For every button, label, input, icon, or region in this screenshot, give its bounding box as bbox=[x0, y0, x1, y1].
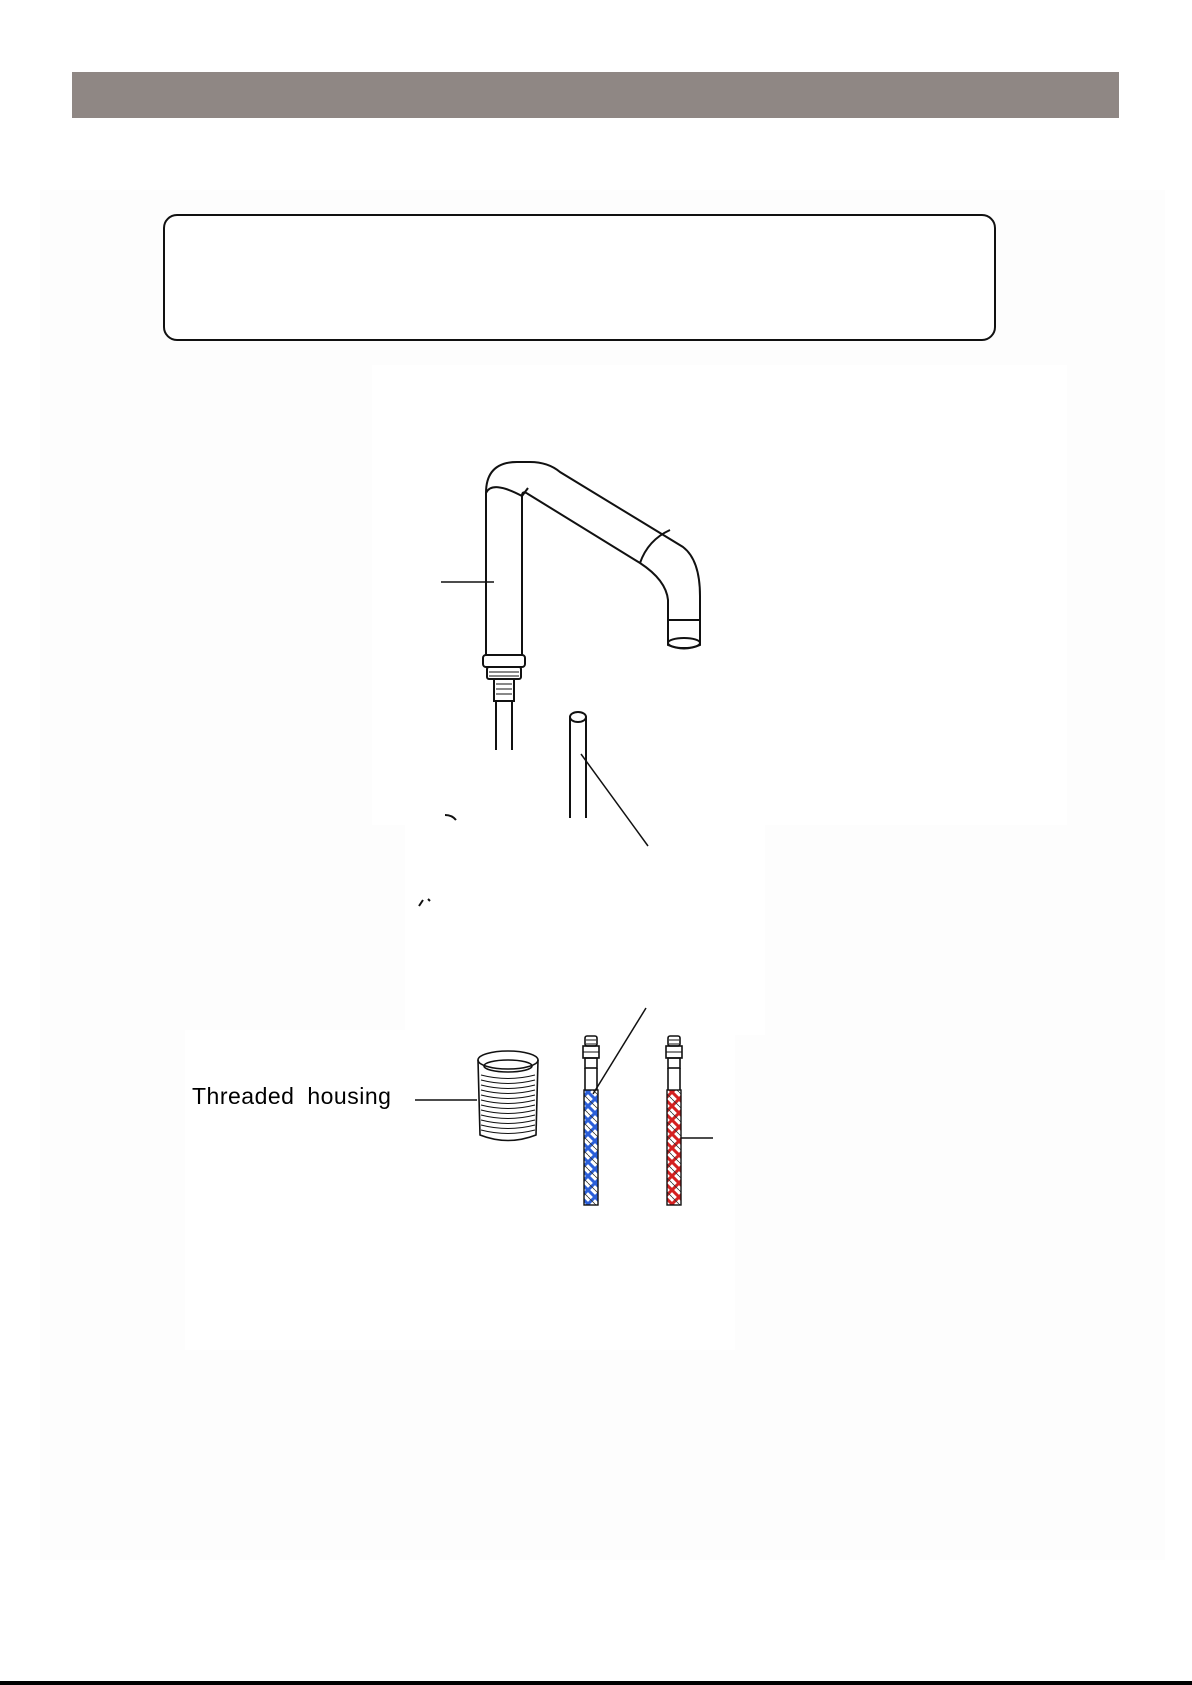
page-bottom-rule bbox=[0, 1681, 1192, 1685]
hot-water-hose bbox=[666, 1036, 682, 1205]
threaded-housing-label: Threaded housing bbox=[192, 1083, 392, 1109]
threaded-housing-drawing bbox=[478, 1051, 538, 1141]
fragment-mark bbox=[445, 815, 456, 820]
fragment-mark-2 bbox=[419, 899, 430, 906]
cold-hose-leader-line bbox=[593, 1008, 646, 1094]
faucet-spout bbox=[483, 462, 700, 750]
cold-water-hose bbox=[583, 1036, 599, 1205]
rod-leader-line bbox=[581, 754, 648, 846]
pull-rod bbox=[570, 712, 586, 818]
